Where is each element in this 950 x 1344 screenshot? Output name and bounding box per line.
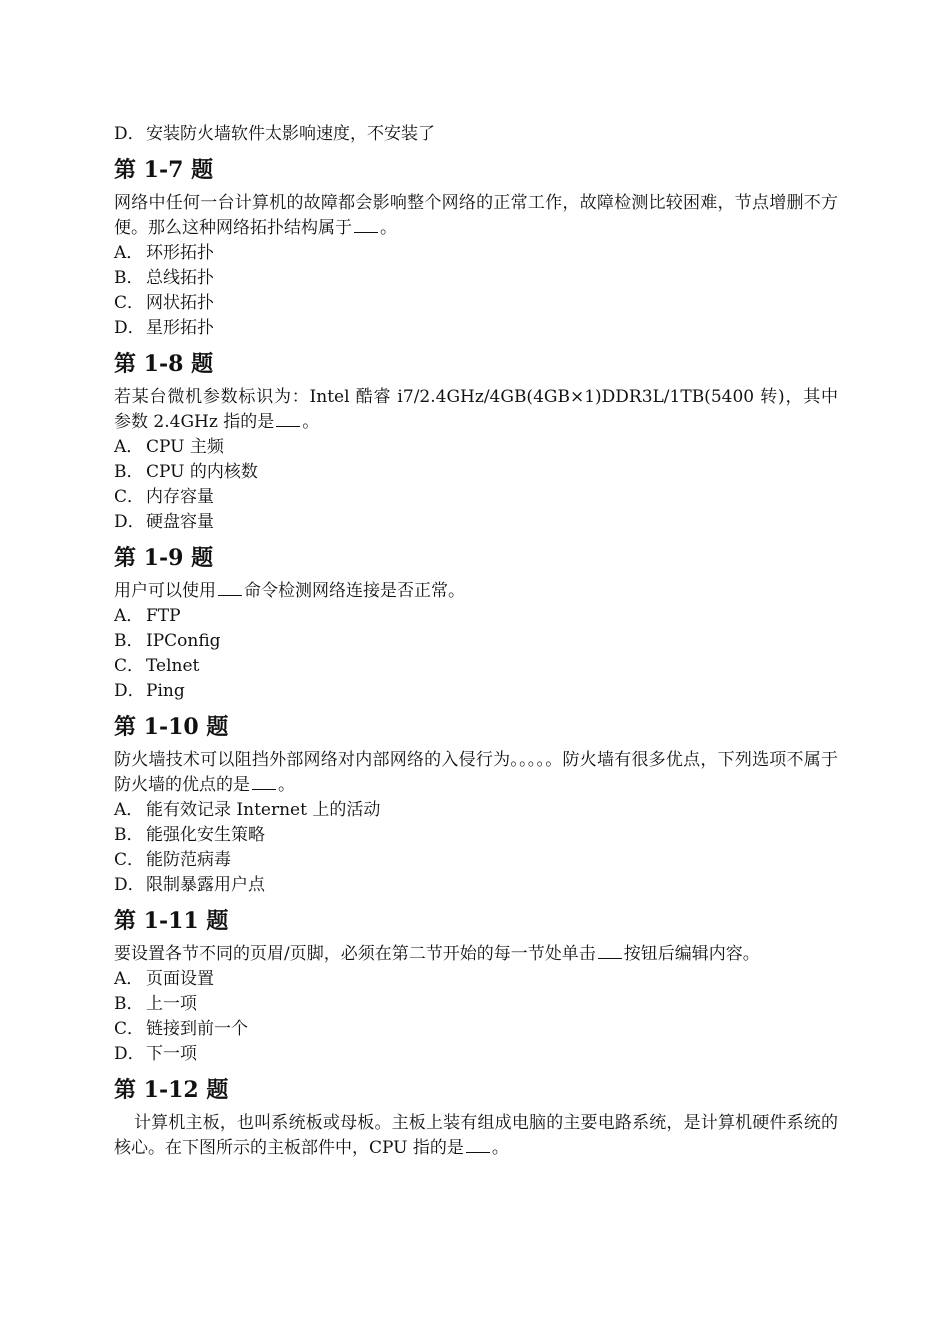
option-text: 网状拓扑 xyxy=(146,293,214,313)
stem-text-end: 。 xyxy=(302,412,320,432)
option-text: 能强化安生策略 xyxy=(146,825,265,845)
stem-text-end: 。 xyxy=(278,775,295,795)
option-a xyxy=(114,604,838,629)
stem-text: 用户可以使用 xyxy=(114,581,216,601)
stem-text: 要设置各节不同的页眉/页脚，必须在第二节开始的每一节处单击 xyxy=(114,944,596,964)
option-letter: A． xyxy=(114,437,144,457)
option-letter: D． xyxy=(114,318,145,338)
option-d xyxy=(114,316,838,341)
question-1-10 xyxy=(114,712,838,898)
option-b xyxy=(114,992,838,1017)
option-text: CPU 主频 xyxy=(146,437,224,457)
option-text: 上一项 xyxy=(146,994,197,1014)
question-stem xyxy=(114,385,838,435)
option-text: IPConfig xyxy=(146,631,221,651)
question-title: 第 1-12 题 xyxy=(114,1077,229,1103)
option-b xyxy=(114,266,838,291)
option-text: 总线拓扑 xyxy=(146,268,214,288)
option-text: FTP xyxy=(146,606,181,626)
answer-blank xyxy=(354,218,378,233)
answer-blank xyxy=(252,775,276,790)
option-letter: B． xyxy=(114,462,144,482)
option-letter: C． xyxy=(114,487,145,507)
option-text: 内存容量 xyxy=(146,487,214,507)
option-text: Telnet xyxy=(146,656,200,676)
question-title: 第 1-10 题 xyxy=(114,714,229,740)
answer-blank xyxy=(466,1138,490,1153)
option-a xyxy=(114,241,838,266)
option-letter: D． xyxy=(114,875,145,895)
question-stem xyxy=(114,579,838,604)
option-letter: D． xyxy=(114,1044,145,1064)
option-text: 安装防火墙软件太影响速度，不安装了 xyxy=(146,124,435,144)
option-text: CPU 的内核数 xyxy=(146,462,258,482)
option-letter: C． xyxy=(114,656,145,676)
stem-text-end: 命令检测网络连接是否正常。 xyxy=(244,581,465,601)
option-d xyxy=(114,679,838,704)
option-letter: C． xyxy=(114,850,145,870)
option-letter: D． xyxy=(114,512,145,532)
question-title: 第 1-9 题 xyxy=(114,545,214,571)
question-1-11 xyxy=(114,906,838,1067)
stem-text-end: 按钮后编辑内容。 xyxy=(623,944,760,964)
option-letter: B． xyxy=(114,268,144,288)
option-a xyxy=(114,967,838,992)
question-stem xyxy=(114,191,838,241)
option-c xyxy=(114,848,838,873)
option-b xyxy=(114,823,838,848)
stem-text: 网络中任何一台计算机的故障都会影响整个网络的正常工作，故障检测比较困难，节点增删不方便。那么这种网络拓扑结构属于 xyxy=(114,193,838,238)
option-letter: C． xyxy=(114,1019,145,1039)
option-text: 星形拓扑 xyxy=(146,318,214,338)
option-text: 链接到前一个 xyxy=(146,1019,248,1039)
option-letter: C． xyxy=(114,293,145,313)
answer-blank xyxy=(276,412,300,427)
stem-text: 计算机主板，也叫系统板或母板。主板上装有组成电脑的主要电路系统，是计算机硬件系统的核心。在下图所示的主板部件中，CPU 指的是 xyxy=(114,1113,838,1158)
option-c xyxy=(114,1017,838,1042)
document-page xyxy=(114,122,838,1161)
question-title: 第 1-7 题 xyxy=(114,157,214,183)
answer-blank xyxy=(598,944,622,959)
option-letter: A． xyxy=(114,969,144,989)
option-c xyxy=(114,654,838,679)
option-d xyxy=(114,1042,838,1067)
question-title: 第 1-8 题 xyxy=(114,351,214,377)
option-text: 页面设置 xyxy=(146,969,214,989)
question-title: 第 1-11 题 xyxy=(114,908,229,934)
option-text: 能有效记录 Internet 上的活动 xyxy=(146,800,381,820)
question-stem xyxy=(114,748,838,798)
option-letter: A． xyxy=(114,800,144,820)
question-1-12 xyxy=(114,1075,838,1161)
option-c xyxy=(114,291,838,316)
option-letter: D． xyxy=(114,681,145,701)
option-a xyxy=(114,798,838,823)
option-c xyxy=(114,485,838,510)
answer-blank xyxy=(218,581,242,596)
question-1-9 xyxy=(114,543,838,704)
option-text: 限制暴露用户点 xyxy=(146,875,265,895)
option-text: 环形拓扑 xyxy=(146,243,214,263)
option-text: Ping xyxy=(146,681,185,701)
option-letter: A． xyxy=(114,243,144,263)
option-d xyxy=(114,510,838,535)
stem-text-end: 。 xyxy=(491,1138,509,1158)
option-letter: B． xyxy=(114,631,144,651)
question-1-8 xyxy=(114,349,838,535)
option-a xyxy=(114,435,838,460)
option-letter: D． xyxy=(114,124,145,144)
stem-text-end: 。 xyxy=(380,218,397,238)
option-b xyxy=(114,460,838,485)
question-stem xyxy=(114,1111,838,1161)
option-letter: B． xyxy=(114,825,144,845)
option-d xyxy=(114,873,838,898)
option-text: 硬盘容量 xyxy=(146,512,214,532)
question-stem xyxy=(114,942,838,967)
stem-text: 防火墙技术可以阻挡外部网络对内部网络的入侵行为。。。。。防火墙有很多优点，下列选项不属于防火墙的优点的是 xyxy=(114,750,838,795)
option-text: 能防范病毒 xyxy=(146,850,231,870)
option-letter: B． xyxy=(114,994,144,1014)
stem-text: 若某台微机参数标识为：Intel 酷睿 i7/2.4GHz/4GB(4GB×1)DDR3L/1TB(5400 转)，其中参数 2.4GHz 指的是 xyxy=(114,387,838,432)
option-text: 下一项 xyxy=(146,1044,197,1064)
question-1-7 xyxy=(114,155,838,341)
option-b xyxy=(114,629,838,654)
option-letter: A． xyxy=(114,606,144,626)
option-d-previous xyxy=(114,122,838,147)
